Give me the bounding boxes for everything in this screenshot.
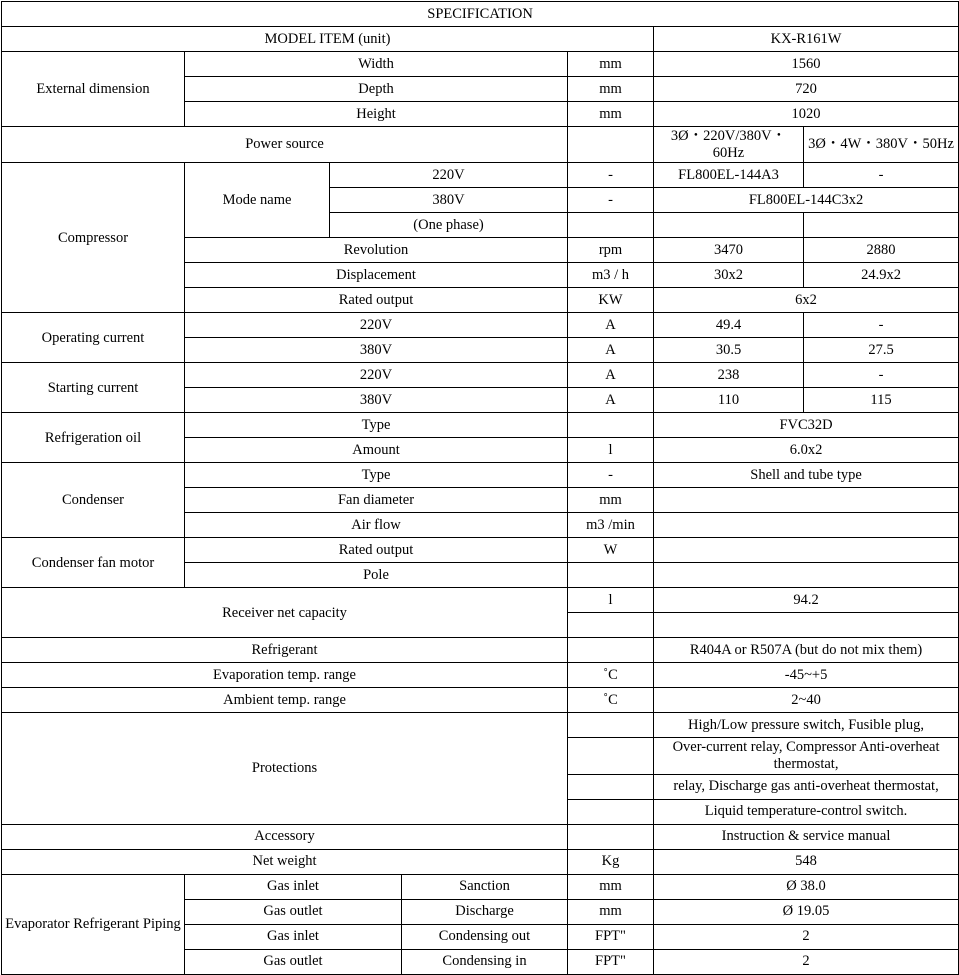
item-value xyxy=(654,488,959,513)
item-name: Fan diameter xyxy=(185,488,568,513)
item-name: 380V xyxy=(185,388,568,413)
row-label-operating-current: Operating current xyxy=(2,313,185,363)
row-label-condenser-fan-motor: Condenser fan motor xyxy=(2,538,185,588)
item-unit xyxy=(568,824,654,849)
item-unit: A xyxy=(568,338,654,363)
item-unit: W xyxy=(568,538,654,563)
row-label-refrigerant: Refrigerant xyxy=(2,638,568,663)
table-row xyxy=(2,849,959,874)
item-unit: mm xyxy=(568,874,654,899)
item-name: Amount xyxy=(185,438,568,463)
item-value: 3470 xyxy=(654,238,804,263)
item-value: 2~40 xyxy=(654,688,959,713)
item-unit: KW xyxy=(568,288,654,313)
item-unit: m3 /min xyxy=(568,513,654,538)
mode-name-label: Mode name xyxy=(185,163,330,238)
item-value: FVC32D xyxy=(654,413,959,438)
item-unit: - xyxy=(568,188,654,213)
item-unit: FPT" xyxy=(568,949,654,974)
item-value: 238 xyxy=(654,363,804,388)
document-title: SPECIFICATION xyxy=(2,2,959,27)
item-name: 380V xyxy=(185,338,568,363)
row-label-external-dimension: External dimension xyxy=(2,52,185,127)
table-row xyxy=(2,2,959,27)
item-value: Ø 19.05 xyxy=(654,899,959,924)
item-value xyxy=(654,213,804,238)
row-label-starting-current: Starting current xyxy=(2,363,185,413)
item-value: R404A or R507A (but do not mix them) xyxy=(654,638,959,663)
item-unit xyxy=(568,413,654,438)
protection-line: Liquid temperature-control switch. xyxy=(654,799,959,824)
model-item-label: MODEL ITEM (unit) xyxy=(2,27,654,52)
item-name: (One phase) xyxy=(330,213,568,238)
table-row xyxy=(2,52,959,77)
item-name: Gas outlet xyxy=(185,899,402,924)
item-name: Rated output xyxy=(185,538,568,563)
item-unit: - xyxy=(568,163,654,188)
item-unit: mm xyxy=(568,488,654,513)
item-unit: - xyxy=(568,463,654,488)
item-value: Shell and tube type xyxy=(654,463,959,488)
item-unit: FPT" xyxy=(568,924,654,949)
item-value: 2 xyxy=(654,949,959,974)
power-source-value-1: 3Ø・220V/380V・60Hz xyxy=(654,127,804,163)
item-value: 110 xyxy=(654,388,804,413)
item-value: 548 xyxy=(654,849,959,874)
item-unit: l xyxy=(568,588,654,613)
table-row xyxy=(2,413,959,438)
row-label-evaporator-piping: Evaporator Refrigerant Piping xyxy=(2,874,185,974)
table-row xyxy=(2,163,959,188)
table-row xyxy=(2,713,959,738)
item-value: - xyxy=(804,363,959,388)
table-row xyxy=(2,874,959,899)
row-label-evaporation-temp-range: Evaporation temp. range xyxy=(2,663,568,688)
item-name: Gas outlet xyxy=(185,949,402,974)
item-value: Ø 38.0 xyxy=(654,874,959,899)
row-label-ambient-temp-range: Ambient temp. range xyxy=(2,688,568,713)
table-row xyxy=(2,688,959,713)
item-name: Displacement xyxy=(185,263,568,288)
item-value: 115 xyxy=(804,388,959,413)
item-name: 380V xyxy=(330,188,568,213)
item-unit: rpm xyxy=(568,238,654,263)
item-name: 220V xyxy=(185,313,568,338)
row-label-accessory: Accessory xyxy=(2,824,568,849)
table-row xyxy=(2,538,959,563)
item-sub: Condensing in xyxy=(402,949,568,974)
item-name: Revolution xyxy=(185,238,568,263)
row-label-refrigeration-oil: Refrigeration oil xyxy=(2,413,185,463)
table-row xyxy=(2,824,959,849)
item-value: 720 xyxy=(654,77,959,102)
item-value: 94.2 xyxy=(654,588,959,613)
item-name: Rated output xyxy=(185,288,568,313)
item-value xyxy=(654,563,959,588)
item-unit: mm xyxy=(568,77,654,102)
item-name: Type xyxy=(185,463,568,488)
item-sub: Condensing out xyxy=(402,924,568,949)
item-unit: Kg xyxy=(568,849,654,874)
model-value: KX-R161W xyxy=(654,27,959,52)
item-value: 2 xyxy=(654,924,959,949)
item-value: 1020 xyxy=(654,102,959,127)
row-label-condenser: Condenser xyxy=(2,463,185,538)
item-unit: mm xyxy=(568,102,654,127)
item-sub: Discharge xyxy=(402,899,568,924)
item-value: FL800EL-144A3 xyxy=(654,163,804,188)
item-unit: A xyxy=(568,388,654,413)
item-unit xyxy=(568,613,654,638)
item-unit: l xyxy=(568,438,654,463)
item-value: FL800EL-144C3x2 xyxy=(654,188,959,213)
item-value xyxy=(804,213,959,238)
specification-sheet xyxy=(0,1,959,969)
row-label-net-weight: Net weight xyxy=(2,849,568,874)
item-value xyxy=(654,538,959,563)
table-row xyxy=(2,638,959,663)
item-unit xyxy=(568,713,654,738)
item-sub: Sanction xyxy=(402,874,568,899)
table-row xyxy=(2,313,959,338)
item-unit xyxy=(568,738,654,774)
row-label-receiver-net-capacity: Receiver net capacity xyxy=(2,588,568,638)
item-unit: ˚C xyxy=(568,688,654,713)
item-value: - xyxy=(804,313,959,338)
item-name: Type xyxy=(185,413,568,438)
item-unit xyxy=(568,213,654,238)
item-name: Gas inlet xyxy=(185,924,402,949)
item-value: 27.5 xyxy=(804,338,959,363)
item-name: Pole xyxy=(185,563,568,588)
item-unit xyxy=(568,774,654,799)
item-unit: mm xyxy=(568,52,654,77)
item-unit: A xyxy=(568,313,654,338)
item-unit xyxy=(568,127,654,163)
item-unit: A xyxy=(568,363,654,388)
protection-line: Over-current relay, Compressor Anti-overheat thermostat, xyxy=(654,738,959,774)
item-value: -45~+5 xyxy=(654,663,959,688)
item-name: 220V xyxy=(330,163,568,188)
item-value xyxy=(654,613,959,638)
item-unit xyxy=(568,638,654,663)
power-source-value-2: 3Ø・4W・380V・50Hz xyxy=(804,127,959,163)
item-unit: mm xyxy=(568,899,654,924)
row-label-protections: Protections xyxy=(2,713,568,824)
row-label-power-source: Power source xyxy=(2,127,568,163)
item-unit: ˚C xyxy=(568,663,654,688)
item-value: 30.5 xyxy=(654,338,804,363)
item-value: 24.9x2 xyxy=(804,263,959,288)
item-name: Air flow xyxy=(185,513,568,538)
item-name: Width xyxy=(185,52,568,77)
item-value xyxy=(654,513,959,538)
protection-line: relay, Discharge gas anti-overheat thermostat, xyxy=(654,774,959,799)
item-unit xyxy=(568,799,654,824)
item-name: Gas inlet xyxy=(185,874,402,899)
item-unit xyxy=(568,563,654,588)
item-value: 6.0x2 xyxy=(654,438,959,463)
item-value: Instruction & service manual xyxy=(654,824,959,849)
item-unit: m3 / h xyxy=(568,263,654,288)
item-value: 49.4 xyxy=(654,313,804,338)
item-value: - xyxy=(804,163,959,188)
item-value: 30x2 xyxy=(654,263,804,288)
item-name: Depth xyxy=(185,77,568,102)
table-row xyxy=(2,127,959,163)
item-value: 6x2 xyxy=(654,288,959,313)
item-name: 220V xyxy=(185,363,568,388)
table-row xyxy=(2,27,959,52)
item-value: 1560 xyxy=(654,52,959,77)
item-name: Height xyxy=(185,102,568,127)
protection-line: High/Low pressure switch, Fusible plug, xyxy=(654,713,959,738)
table-row xyxy=(2,363,959,388)
table-row xyxy=(2,588,959,613)
row-label-compressor: Compressor xyxy=(2,163,185,313)
item-value: 2880 xyxy=(804,238,959,263)
table-row xyxy=(2,663,959,688)
specification-table xyxy=(1,1,959,975)
table-row xyxy=(2,463,959,488)
